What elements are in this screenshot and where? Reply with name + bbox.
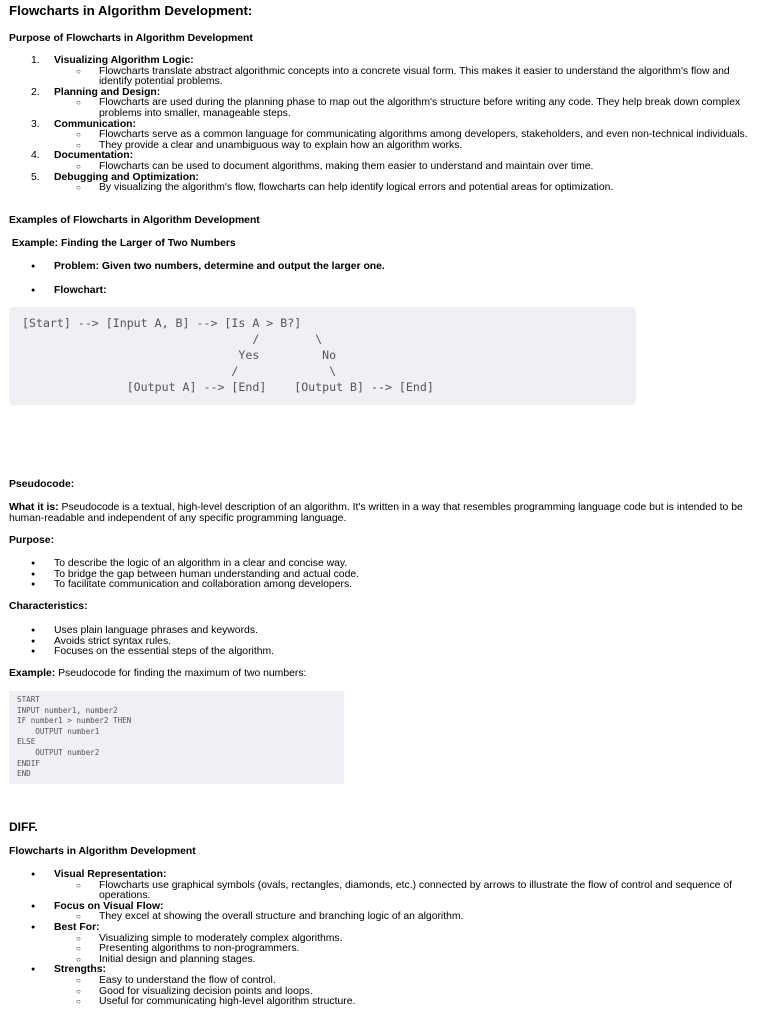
example-list-2 <box>9 286 749 297</box>
item-title: Visualizing Algorithm Logic: <box>54 55 194 66</box>
list-item: ● Avoids strict syntax rules. <box>9 637 749 648</box>
sub-bullet: ○ Easy to understand the flow of control. <box>9 976 757 987</box>
purpose-heading: Purpose of Flowcharts in Algorithm Development <box>9 33 253 44</box>
diff-subheading: Flowcharts in Algorithm Development <box>9 846 196 857</box>
item-number: 3. <box>31 118 40 130</box>
list-item: ● Uses plain language phrases and keywords. <box>9 626 749 637</box>
list-item: ● To describe the logic of an algorithm in a clear and concise way. <box>9 559 749 570</box>
list-item <box>9 923 757 965</box>
list-item <box>9 151 757 172</box>
item-title: ● Strengths: <box>54 964 106 976</box>
sub-bullet: ○ Presenting algorithms to non-programmers. <box>9 944 757 955</box>
what-text: Pseudocode is a textual, high-level description of an algorithm. It's written in a way that resembles programming language code but is intended to be human-readable and independent of any specific programming language. <box>9 502 743 524</box>
example-paragraph <box>9 669 749 680</box>
example-list <box>9 262 749 273</box>
flowchart-code-block <box>9 307 636 405</box>
sub-bullet: ○ Flowcharts use graphical symbols (ovals, rectangles, diamonds, etc.) connected by arrows to illustrate the flow of control and sequence of operations. <box>9 881 757 902</box>
purpose-list <box>9 56 757 194</box>
examples-heading: Examples of Flowcharts in Algorithm Development <box>9 215 260 226</box>
flowchart-code: [Start] --> [Input A, B] --> [Is A > B?] / \ Yes No / \ [Output A] --> [End] [Output B] --> [End] <box>22 316 434 394</box>
characteristics-items <box>9 626 749 658</box>
page-title: Flowcharts in Algorithm Development: <box>9 3 253 18</box>
sub-bullet: ○ They excel at showing the overall structure and branching logic of an algorithm. <box>9 912 757 923</box>
sub-bullet: ○ Flowcharts are used during the planning phase to map out the algorithm's structure before writing any code. They help break down complex problems into smaller, manageable steps. <box>9 98 757 119</box>
list-item <box>9 120 757 152</box>
item-title: Debugging and Optimization: <box>54 171 199 183</box>
pseudocode-heading: Pseudocode: <box>9 479 75 490</box>
item-number: 5. <box>31 171 40 183</box>
item-title: ● Focus on Visual Flow: <box>54 900 164 912</box>
item-number: 4. <box>31 150 40 162</box>
item-number: 1. <box>31 55 40 66</box>
list-item: ● Flowchart: <box>9 286 749 297</box>
list-item <box>9 56 757 88</box>
sub-bullet: ○ Good for visualizing decision points and loops. <box>9 987 757 998</box>
item-number: 2. <box>31 86 40 98</box>
sub-bullet: ○ By visualizing the algorithm's flow, flowcharts can help identify logical errors and potential areas for optimization. <box>9 183 757 194</box>
characteristics-label: Characteristics: <box>9 601 88 612</box>
sub-bullet: ○ Visualizing simple to moderately complex algorithms. <box>9 934 757 945</box>
purpose-items <box>9 559 749 591</box>
item-title: Planning and Design: <box>54 86 161 98</box>
list-item: ● To bridge the gap between human understanding and actual code. <box>9 570 749 581</box>
example-title: Example: Finding the Larger of Two Numbers <box>9 238 236 249</box>
item-title: ● Best For: <box>54 921 100 933</box>
what-label: What it is: <box>9 502 59 513</box>
example-text: Pseudocode for finding the maximum of two numbers: <box>55 668 307 679</box>
sub-bullet: ○ They provide a clear and unambiguous way to explain how an algorithm works. <box>9 141 757 152</box>
sub-bullet: ○ Flowcharts translate abstract algorithmic concepts into a concrete visual form. This makes it easier to understand the algorithm's flow and identify potential problems. <box>9 67 757 88</box>
list-item <box>9 870 757 902</box>
item-title: Communication: <box>54 118 136 130</box>
diff-list <box>9 870 757 1008</box>
item-title: Documentation: <box>54 150 134 162</box>
list-item <box>9 902 757 923</box>
diff-heading: DIFF. <box>9 820 38 834</box>
list-item <box>9 965 757 1007</box>
pseudocode-code: START INPUT number1, number2 IF number1 > number2 THEN OUTPUT number1 ELSE OUTPUT number2 ENDIF END <box>17 695 132 779</box>
list-item <box>9 173 757 194</box>
sub-bullet: ○ Flowcharts serve as a common language for communicating algorithms among developers, stakeholders, and even non-technical individuals. <box>9 130 757 141</box>
list-item <box>9 88 757 120</box>
sub-bullet: ○ Flowcharts can be used to document algorithms, making them easier to understand and maintain over time. <box>9 162 757 173</box>
example-label: Example: <box>9 668 56 679</box>
sub-bullet: ○ Useful for communicating high-level algorithm structure. <box>9 997 757 1008</box>
sub-bullet: ○ Initial design and planning stages. <box>9 955 757 966</box>
list-item: ● Problem: Given two numbers, determine and output the larger one. <box>9 262 749 273</box>
pseudocode-block <box>9 691 344 784</box>
purpose-label: Purpose: <box>9 535 55 546</box>
list-item: ● To facilitate communication and collaboration among developers. <box>9 580 749 591</box>
list-item: ● Focuses on the essential steps of the algorithm. <box>9 647 749 658</box>
what-it-is-paragraph <box>9 503 749 524</box>
item-title: ● Visual Representation: <box>54 869 167 880</box>
